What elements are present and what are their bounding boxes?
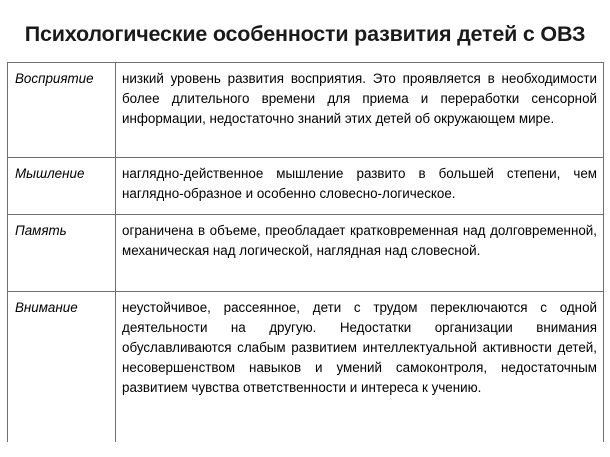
description-cell: ограничена в объеме, преобладает кратковременная над долговременной, механическая над логической, наглядная над словесной. — [116, 215, 604, 292]
table-row — [8, 215, 604, 292]
description-cell: неустойчивое, рассеянное, дети с трудом переключаются с одной деятельности на другую. Недостатки организации внимания обуславливаются слабым развитием интеллектуальной активности детей, несовершенством навыков и умений самоконтроля, недостаточным развитием чувства ответственности и интереса к учению. — [116, 292, 604, 443]
term-cell: Память — [8, 215, 116, 292]
page-title: Психологические особенности развития детей с ОВЗ — [24, 22, 586, 46]
term-cell: Внимание — [8, 292, 116, 443]
table-row — [8, 63, 604, 158]
term-cell: Мышление — [8, 158, 116, 215]
table-row — [8, 292, 604, 443]
description-cell: низкий уровень развития восприятия. Это проявляется в необходимости более длительного времени для приема и переработки сенсорной информации, недостаточно знаний этих детей об окружающем мире. — [116, 63, 604, 158]
term-cell: Восприятие — [8, 63, 116, 158]
characteristics-table — [7, 62, 604, 442]
description-cell: наглядно-действенное мышление развито в большей степени, чем наглядно-образное и особенно словесно-логическое. — [116, 158, 604, 215]
table-row — [8, 158, 604, 215]
